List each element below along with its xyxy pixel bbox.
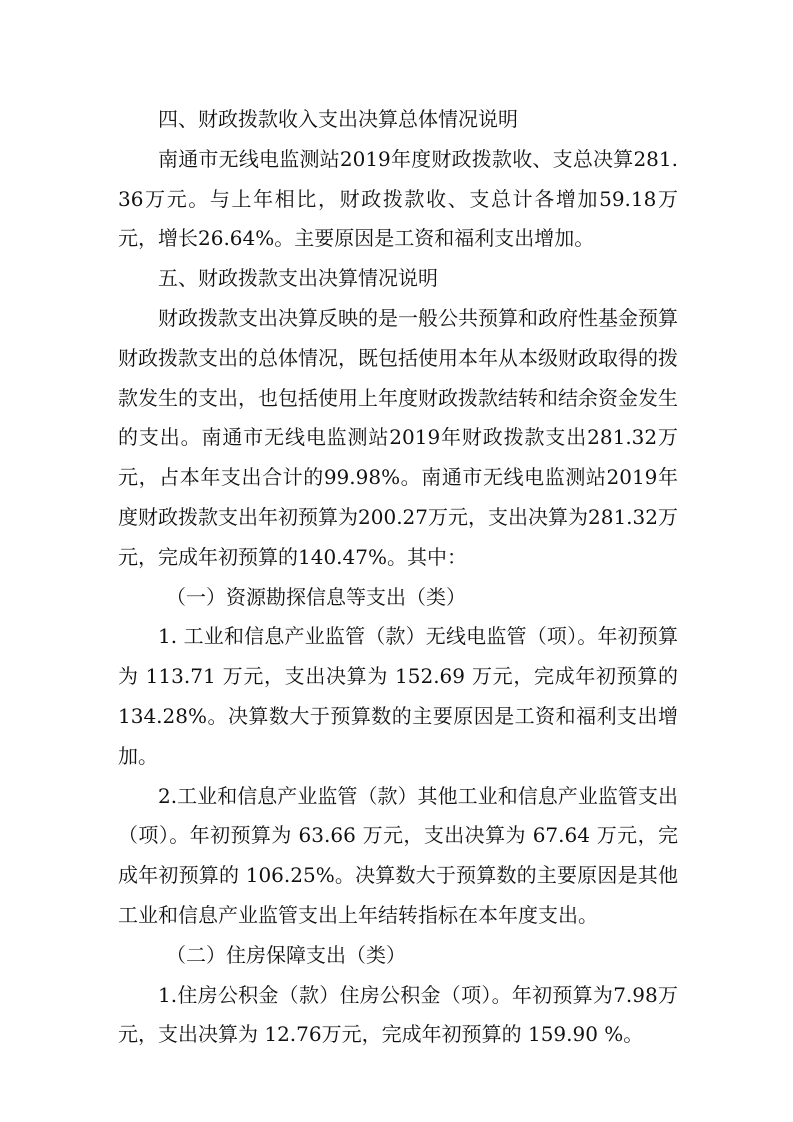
paragraph-housing-fund: 1.住房公积金（款）住房公积金（项）。年初预算为7.98万元，支出决算为 12.76万元，完成年初预算的 159.90 %。	[118, 982, 678, 1047]
section-heading-4: 四、财政拨款收入支出决算总体情况说明	[158, 107, 518, 131]
subheading-resource-exploration: （一）资源勘探信息等支出（类）	[166, 584, 466, 609]
paragraph-radio-supervision: 1. 工业和信息产业监管（款）无线电监管（项）。年初预算为 113.71 万元，支出决算为 152.69 万元，完成年初预算的 134.28%。决算数大于预算数的主要原因是工资和福利支出增加。	[118, 624, 678, 768]
subheading-housing-security: （二）住房保障支出（类）	[166, 942, 406, 967]
paragraph-overall-summary: 南通市无线电监测站2019年度财政拨款收、支总决算281.36万元。与上年相比，财政拨款收、支总计各增加59.18万元，增长26.64%。主要原因是工资和福利支出增加。	[118, 146, 678, 251]
paragraph-other-it-supervision: 2.工业和信息产业监管（款）其他工业和信息产业监管支出（项）。年初预算为 63.66 万元，支出决算为 67.64 万元，完成年初预算的 106.25%。决算数大于预算数的主要原因是其他工业和信息产业监管支出上年结转指标在本年度支出。	[118, 783, 678, 927]
section-heading-5: 五、财政拨款支出决算情况说明	[158, 266, 438, 291]
paragraph-expenditure-overview: 财政拨款支出决算反映的是一般公共预算和政府性基金预算财政拨款支出的总体情况，既包括使用本年从本级财政取得的拨款发生的支出，也包括使用上年度财政拨款结转和结余资金发生的支出。南通市无线电监测站2019年财政拨款支出281.32万元，占本年支出合计的99.98%。南通市无线电监测站2019年度财政拨款支出年初预算为200.27万元，支出决算为281.32万元，完成年初预算的140.47%。其中：	[118, 305, 678, 569]
document-body	[118, 100, 678, 1055]
